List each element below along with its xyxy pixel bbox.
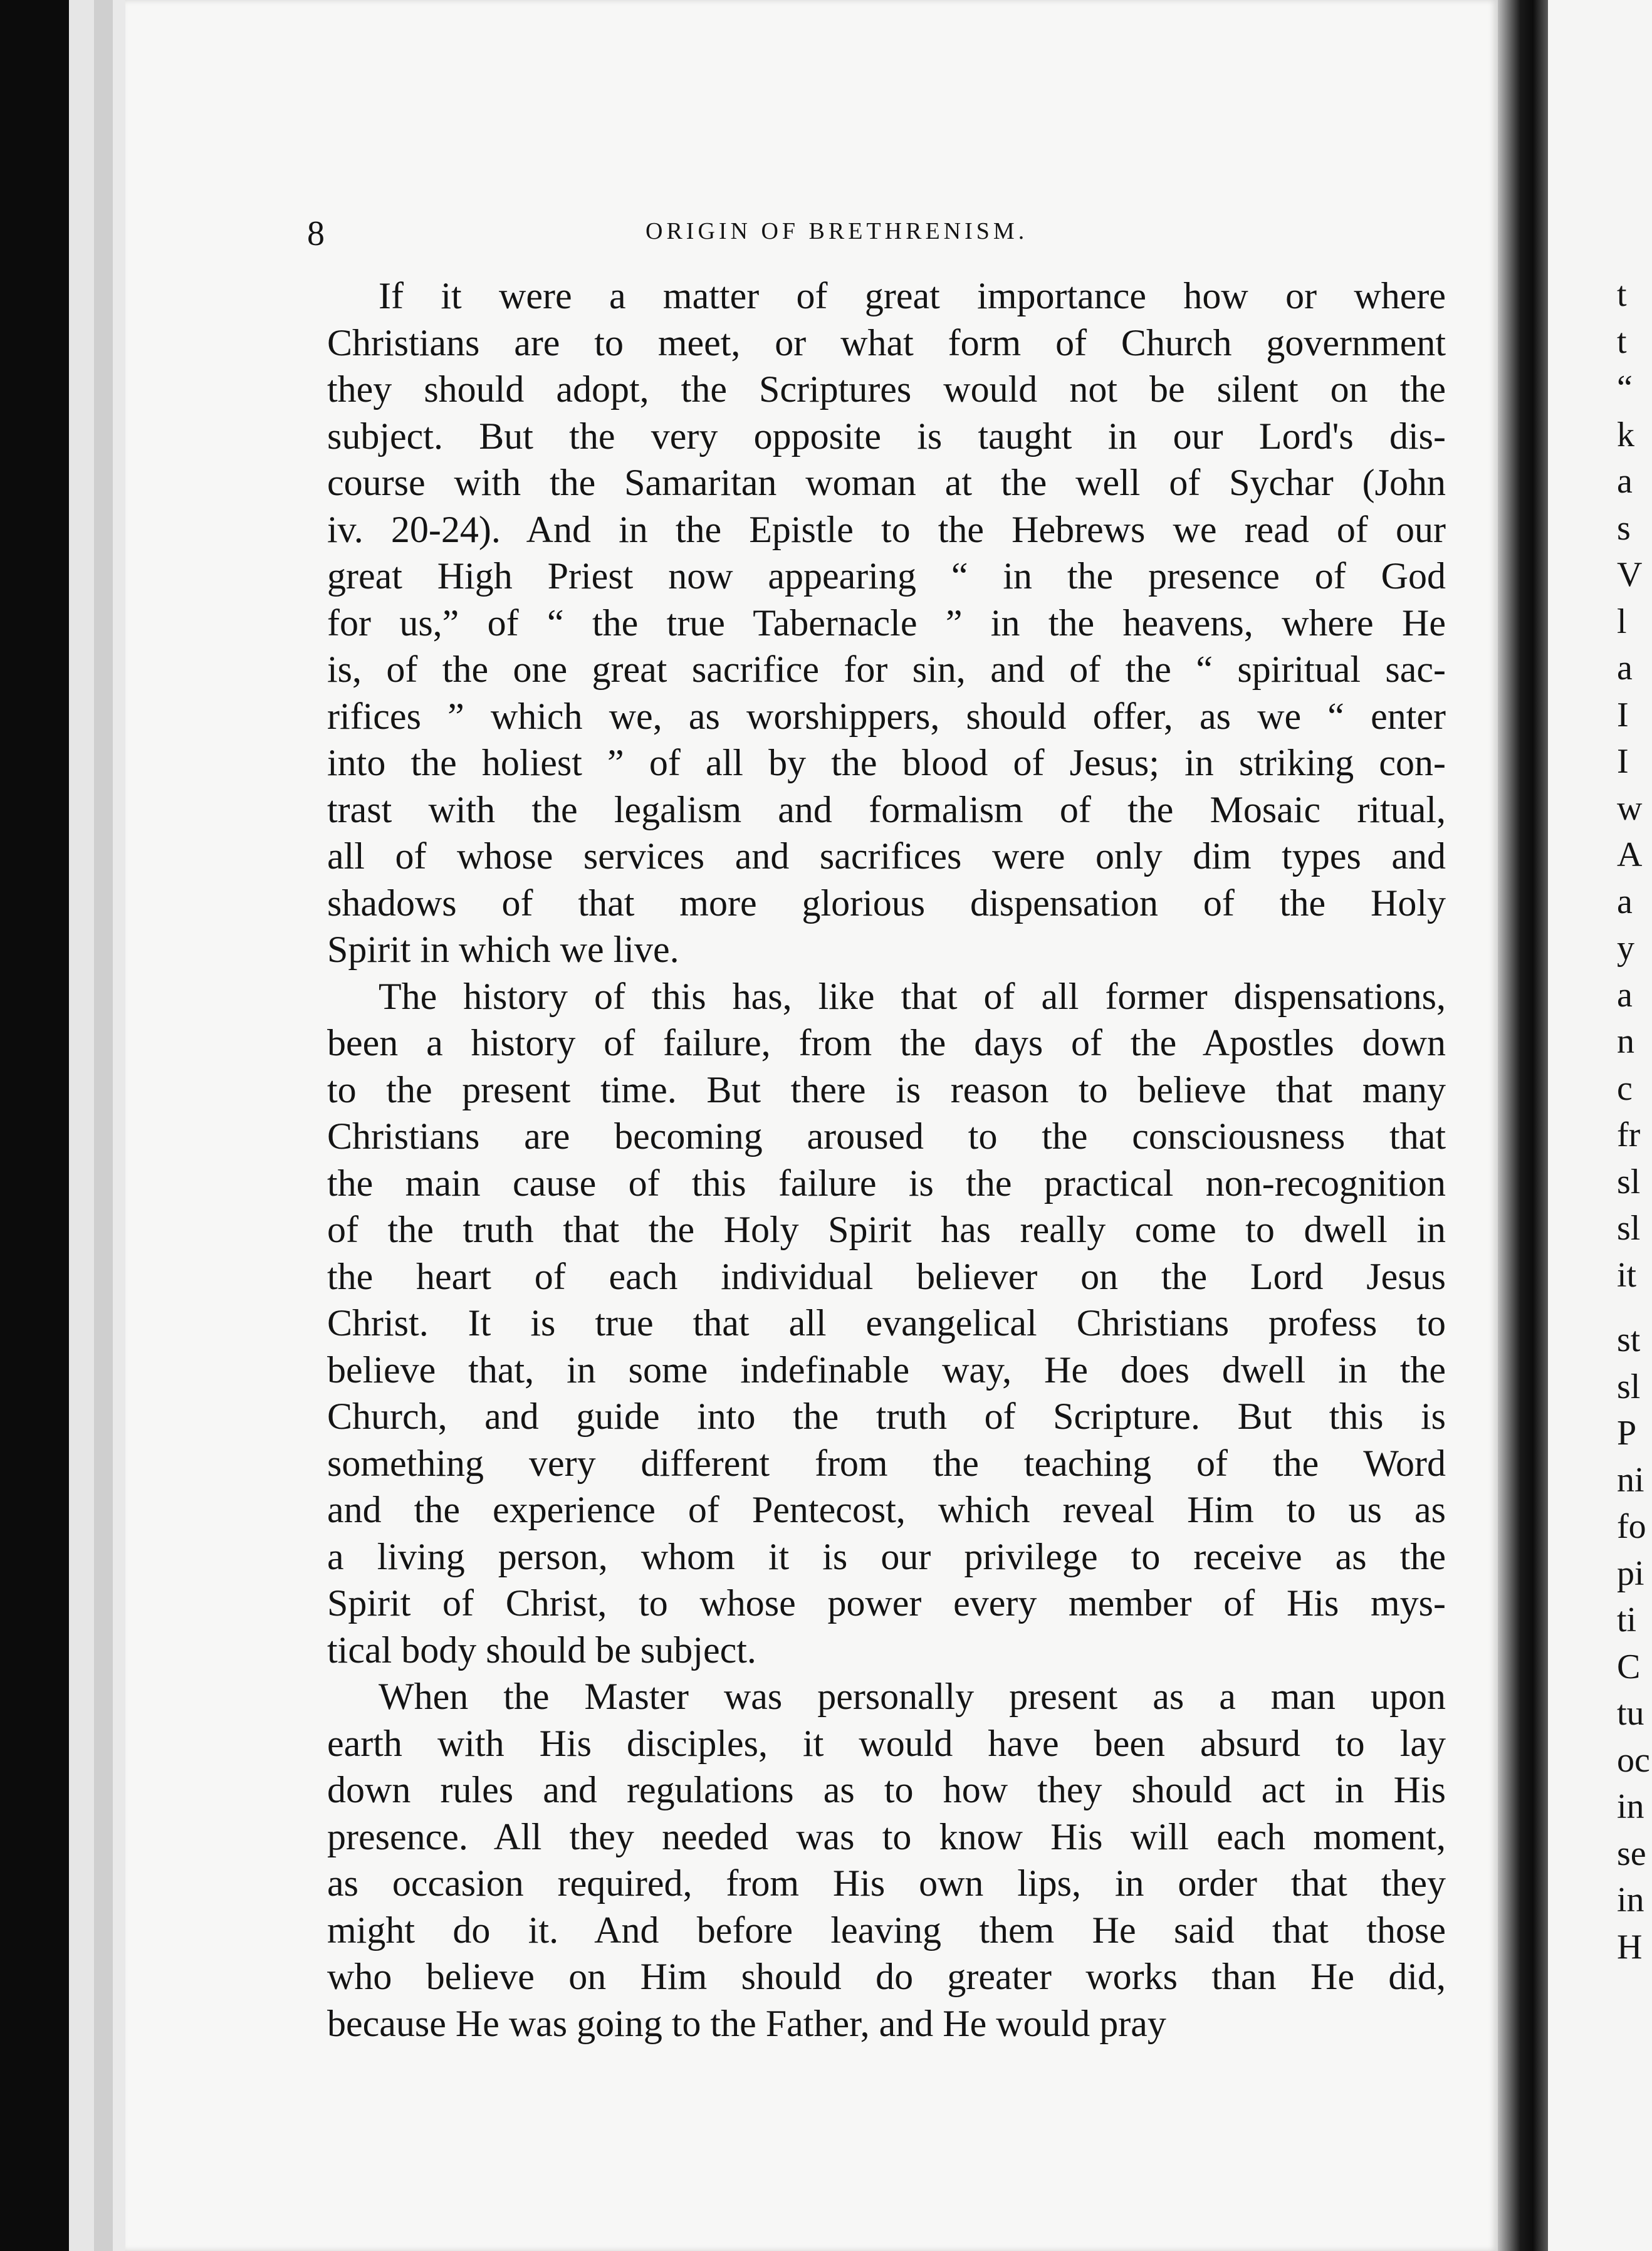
- text-line: When the Master was personally present as a man upon: [379, 1676, 1446, 1717]
- text-line: Christ. It is true that all evangelical Christians profess to: [327, 1302, 1446, 1344]
- text-line: Christians are becoming aroused to the consciousness that: [327, 1115, 1446, 1157]
- page-edge: [69, 0, 94, 2251]
- text-line: a living person, whom it is our privilege to receive as the: [327, 1535, 1446, 1577]
- facing-page-fragment: in: [1617, 1787, 1644, 1826]
- text-line: as occasion required, from His own lips, in order that they: [327, 1862, 1446, 1904]
- text-line: Church, and guide into the truth of Scripture. But this is: [327, 1396, 1446, 1437]
- facing-page-fragment: w: [1617, 788, 1643, 828]
- facing-page-fragment: it: [1617, 1255, 1637, 1295]
- text-line: The history of this has, like that of all former dispensations,: [379, 975, 1446, 1017]
- facing-page-fragment: k: [1617, 415, 1634, 454]
- page-edge: [94, 0, 113, 2251]
- text-line: something very different from the teaching of the Word: [327, 1442, 1446, 1484]
- facing-page-fragment: a: [1617, 649, 1633, 687]
- text-line: into the holiest ” of all by the blood of Jesus; in striking con-: [327, 742, 1446, 783]
- facing-page-fragment: ni: [1617, 1460, 1644, 1500]
- facing-page-fragment: I: [1617, 742, 1629, 781]
- text-line: Spirit in which we live.: [327, 929, 679, 970]
- text-line: they should adopt, the Scriptures would not be silent on the: [327, 368, 1446, 410]
- facing-page-fragment: oc: [1617, 1740, 1650, 1780]
- facing-page-fragment: in: [1617, 1881, 1644, 1919]
- text-line: and the experience of Pentecost, which reveal Him to us as: [327, 1489, 1446, 1530]
- facing-page-fragment: V: [1617, 555, 1643, 594]
- facing-page-fragment: H: [1617, 1927, 1643, 1966]
- text-line: shadows of that more glorious dispensation of the Holy: [327, 882, 1446, 924]
- body-text: [327, 273, 1446, 2047]
- facing-page-fragment: n: [1617, 1022, 1634, 1061]
- facing-page: [1548, 0, 1652, 2251]
- facing-page-fragment: l: [1617, 602, 1627, 641]
- facing-page-fragment: I: [1617, 695, 1629, 734]
- text-line: earth with His disciples, it would have been absurd to lay: [327, 1722, 1446, 1764]
- text-line: presence. All they needed was to know His will each moment,: [327, 1815, 1446, 1857]
- text-line: been a history of failure, from the days of the Apostles down: [327, 1022, 1446, 1063]
- text-line: Christians are to meet, or what form of Church government: [327, 321, 1446, 363]
- facing-page-fragment: t: [1617, 275, 1627, 314]
- facing-page-fragment: fr: [1617, 1115, 1641, 1154]
- text-line: Spirit of Christ, to whose power every member of His mys-: [327, 1582, 1446, 1624]
- text-line: rifices ” which we, as worshippers, should offer, as we “ enter: [327, 695, 1446, 737]
- text-line: because He was going to the Father, and He would pray: [327, 2002, 1166, 2044]
- text-line: of the truth that the Holy Spirit has really come to dwell in: [327, 1209, 1446, 1250]
- facing-page-fragment: tu: [1617, 1694, 1644, 1733]
- text-line: great High Priest now appearing “ in the presence of God: [327, 555, 1446, 597]
- text-line: trast with the legalism and formalism of the Mosaic ritual,: [327, 788, 1446, 830]
- page-edge: [113, 0, 125, 2251]
- text-line: If it were a matter of great importance how or where: [379, 275, 1446, 316]
- running-title: ORIGIN OF BRETHRENISM.: [646, 218, 1028, 244]
- facing-page-fragment: fo: [1617, 1507, 1646, 1546]
- facing-page-fragment: t: [1617, 321, 1627, 361]
- facing-page-fragment: a: [1617, 462, 1633, 501]
- facing-page-fragment: c: [1617, 1068, 1633, 1108]
- text-line: iv. 20-24). And in the Epistle to the Hebrews we read of our: [327, 508, 1446, 550]
- text-line: is, of the one great sacrifice for sin, and of the “ spiritual sac-: [327, 649, 1446, 690]
- text-line: down rules and regulations as to how they should act in His: [327, 1769, 1446, 1810]
- text-line: tical body should be subject.: [327, 1629, 756, 1671]
- facing-page-fragment: A: [1617, 835, 1643, 874]
- facing-page-fragment: st: [1617, 1320, 1641, 1359]
- page-number: 8: [307, 214, 325, 253]
- text-line: course with the Samaritan woman at the well of Sychar (John: [327, 462, 1446, 503]
- text-line: subject. But the very opposite is taught in our Lord's dis-: [327, 415, 1446, 457]
- facing-page-fragment: “: [1617, 368, 1633, 407]
- facing-page-fragment: se: [1617, 1834, 1646, 1873]
- text-line: to the present time. But there is reason to believe that many: [327, 1068, 1446, 1110]
- text-line: the main cause of this failure is the practical non-recognition: [327, 1162, 1446, 1204]
- facing-page-fragment: P: [1617, 1414, 1637, 1453]
- text-line: all of whose services and sacrifices were only dim types and: [327, 835, 1446, 877]
- text-line: for us,” of “ the true Tabernacle ” in the heavens, where He: [327, 602, 1446, 644]
- text-line: might do it. And before leaving them He said that those: [327, 1909, 1446, 1951]
- binding-gutter: [1498, 0, 1548, 2251]
- facing-page-fragment: ti: [1617, 1601, 1637, 1639]
- text-line: the heart of each individual believer on the Lord Jesus: [327, 1255, 1446, 1297]
- facing-page-fragment: pi: [1617, 1554, 1644, 1593]
- facing-page-fragment: y: [1617, 929, 1634, 968]
- text-line: believe that, in some indefinable way, He does dwell in the: [327, 1349, 1446, 1391]
- facing-page-fragment: sl: [1617, 1209, 1641, 1248]
- facing-page-fragment: s: [1617, 508, 1631, 548]
- facing-page-fragment: sl: [1617, 1367, 1641, 1406]
- facing-page-fragment: a: [1617, 975, 1633, 1015]
- facing-page-fragment: C: [1617, 1647, 1641, 1686]
- text-line: who believe on Him should do greater works than He did,: [327, 1956, 1446, 1997]
- facing-page-fragment: sl: [1617, 1162, 1641, 1201]
- facing-page-fragment: a: [1617, 882, 1633, 921]
